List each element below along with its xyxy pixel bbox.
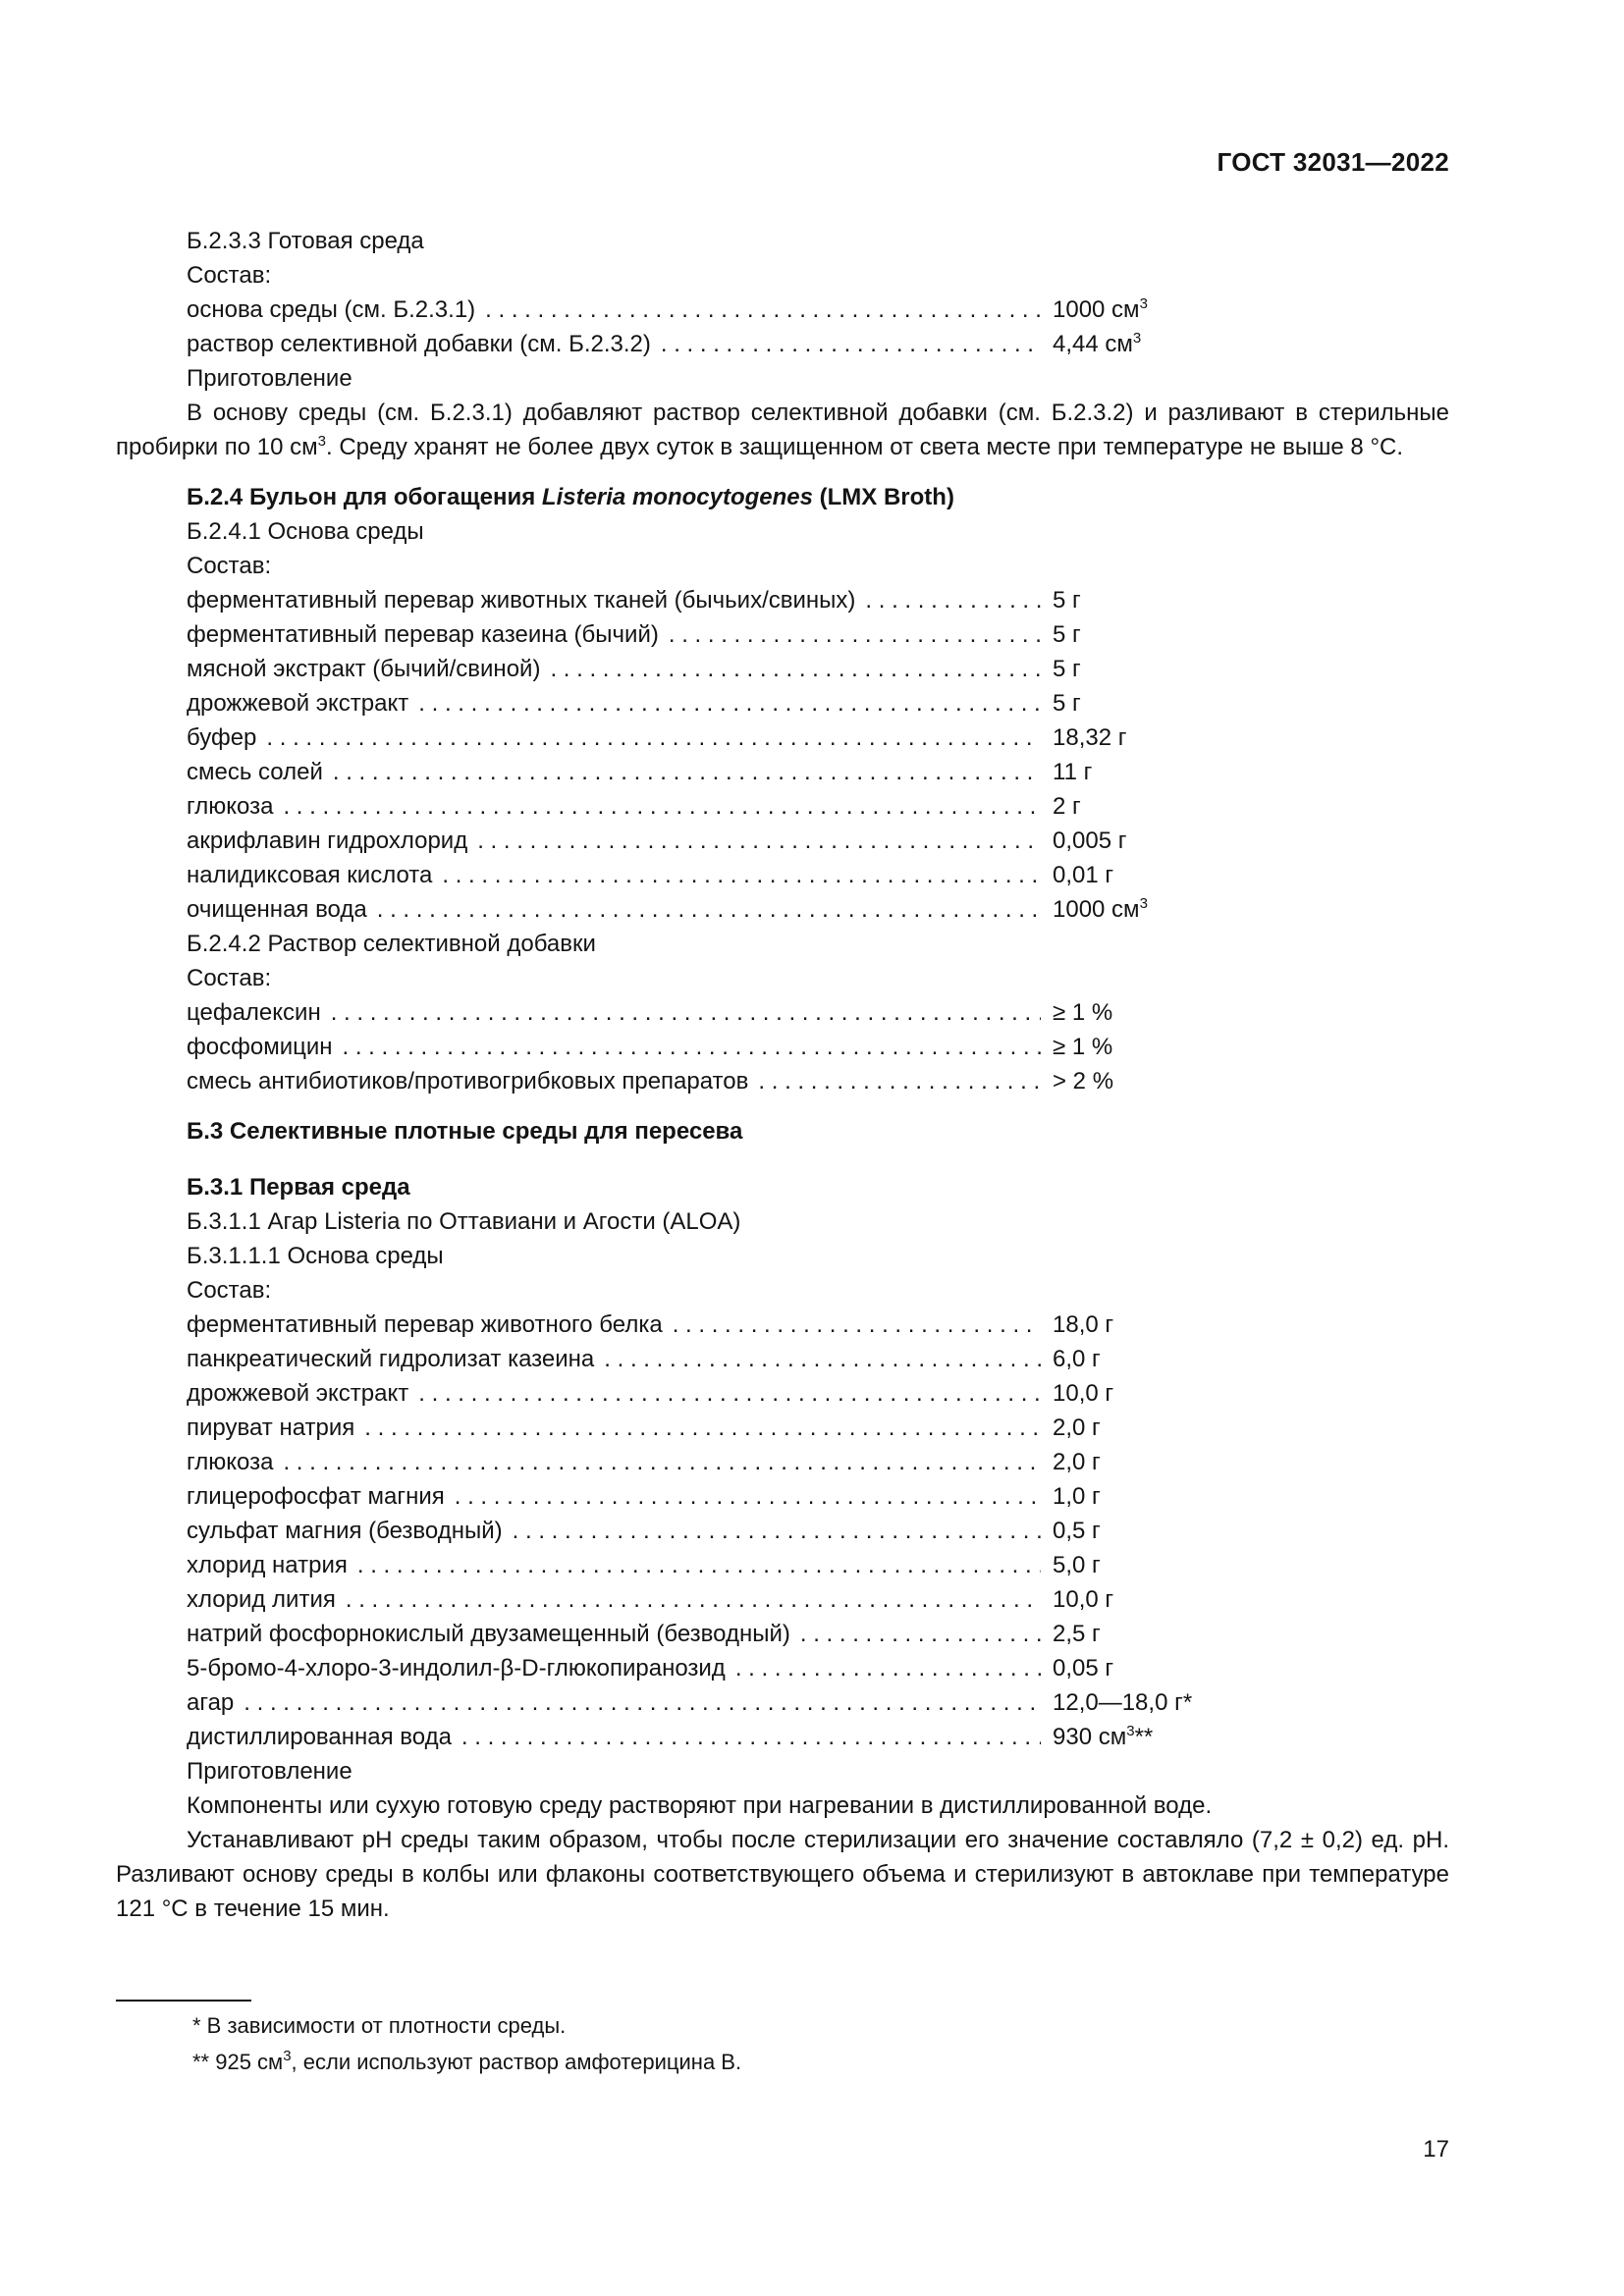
subsection-heading-b311: Б.3.1.1 Агар Listeria по Оттавиани и Агости (ALOA) — [187, 1208, 741, 1235]
composition-row — [116, 686, 1081, 721]
prep-sup: 3 — [317, 433, 326, 450]
ingredient-name: основа среды (см. Б.2.3.1) — [187, 296, 476, 323]
ingredient-name: глицерофосфат магния — [187, 1483, 445, 1510]
composition-row — [116, 1342, 1101, 1376]
composition-row — [116, 1411, 1101, 1445]
leader-dots — [266, 721, 1041, 755]
leader-dots — [800, 1617, 1041, 1651]
amount-value: 0,01 г — [1053, 862, 1114, 888]
composition-row — [116, 1445, 1101, 1479]
composition-row — [116, 1308, 1114, 1342]
composition-row — [116, 652, 1081, 686]
heading-b24-italic: Listeria monocytogenes — [541, 484, 813, 510]
leader-dots — [283, 789, 1041, 824]
composition-row — [116, 1720, 1154, 1754]
document-id-header: ГОСТ 32031—2022 — [1217, 147, 1449, 177]
leader-dots — [418, 1376, 1041, 1411]
amount-value: 2 г — [1053, 793, 1081, 820]
composition-row — [116, 1479, 1101, 1514]
amount-value: 4,44 см — [1053, 331, 1133, 357]
ingredient-name: натрий фосфорнокислый двузамещенный (безводный) — [187, 1621, 790, 1647]
subsection-heading-b242: Б.2.4.2 Раствор селективной добавки — [187, 931, 596, 957]
leader-dots — [735, 1651, 1041, 1685]
leader-dots — [455, 1479, 1041, 1514]
leader-dots — [477, 824, 1041, 858]
composition-label: Состав: — [187, 1277, 272, 1304]
ingredient-name: дрожжевой экстракт — [187, 1380, 409, 1407]
ingredient-name: 5-бромо-4-хлоро-3-индолил-β-D-глюкопиранозид — [187, 1655, 726, 1682]
ingredient-name: глюкоза — [187, 1449, 274, 1475]
document-body — [116, 224, 1449, 1926]
amount-suffix: ** — [1134, 1724, 1154, 1750]
composition-list-b3111 — [116, 1308, 1449, 1754]
composition-row — [116, 327, 1142, 361]
amount-value: > 2 % — [1053, 1068, 1114, 1095]
ingredient-name: ферментативный перевар животных тканей (бычьих/свиных) — [187, 587, 856, 614]
composition-row — [116, 1064, 1114, 1098]
preparation-label: Приготовление — [187, 365, 352, 392]
ingredient-name: цефалексин — [187, 999, 321, 1026]
composition-row — [116, 858, 1114, 892]
ingredient-name: ферментативный перевар казеина (бычий) — [187, 621, 659, 648]
preparation-paragraph-b233 — [116, 396, 1449, 464]
amount-superscript: 3 — [1139, 295, 1148, 312]
amount-value: ≥ 1 % — [1053, 1034, 1113, 1060]
footnote-2-b: , если используют раствор амфотерицина В. — [291, 2050, 742, 2074]
ingredient-name: агар — [187, 1689, 235, 1716]
amount-value: 1000 см — [1053, 296, 1140, 323]
amount-value: 5 г — [1053, 656, 1081, 682]
ingredient-name: хлорид натрия — [187, 1552, 348, 1578]
preparation-paragraph-1: Компоненты или сухую готовую среду растворяют при нагревании в дистиллированной воде. — [187, 1792, 1213, 1819]
leader-dots — [673, 1308, 1041, 1342]
composition-row — [116, 1685, 1193, 1720]
leader-dots — [485, 293, 1041, 327]
ingredient-name: смесь солей — [187, 759, 323, 785]
subsection-heading-b3111: Б.3.1.1.1 Основа среды — [187, 1243, 444, 1269]
amount-superscript: 3 — [1139, 895, 1148, 912]
ingredient-name: глюкоза — [187, 793, 274, 820]
amount-value: 5,0 г — [1053, 1552, 1101, 1578]
amount-value: 11 г — [1053, 759, 1093, 785]
ingredient-name: акрифлавин гидрохлорид — [187, 828, 468, 854]
amount-value: 5 г — [1053, 621, 1081, 648]
leader-dots — [758, 1064, 1041, 1098]
subsection-heading-b241: Б.2.4.1 Основа среды — [187, 518, 424, 545]
ingredient-name: дистиллированная вода — [187, 1724, 452, 1750]
ingredient-name: дрожжевой экстракт — [187, 690, 409, 717]
composition-row — [116, 583, 1081, 617]
amount-value: 18,32 г — [1053, 724, 1127, 751]
footnote-1: * В зависимости от плотности среды. — [192, 2013, 567, 2038]
composition-label: Состав: — [187, 262, 272, 289]
leader-dots — [550, 652, 1041, 686]
amount-value: 930 см — [1053, 1724, 1127, 1750]
composition-row — [116, 721, 1127, 755]
amount-value: 0,5 г — [1053, 1518, 1101, 1544]
composition-list-b241 — [116, 583, 1449, 927]
amount-value: 2,5 г — [1053, 1621, 1101, 1647]
amount-value: 1,0 г — [1053, 1483, 1101, 1510]
leader-dots — [865, 583, 1041, 617]
leader-dots — [661, 327, 1041, 361]
ingredient-name: очищенная вода — [187, 896, 367, 923]
amount-value: 10,0 г — [1053, 1586, 1114, 1613]
ingredient-name: мясной экстракт (бычий/свиной) — [187, 656, 541, 682]
ingredient-name: раствор селективной добавки (см. Б.2.3.2) — [187, 331, 651, 357]
composition-row — [116, 1651, 1114, 1685]
composition-row — [116, 1514, 1101, 1548]
leader-dots — [357, 1548, 1041, 1582]
amount-value: ≥ 1 % — [1053, 999, 1113, 1026]
composition-row — [116, 1376, 1114, 1411]
leader-dots — [283, 1445, 1041, 1479]
composition-label: Состав: — [187, 965, 272, 991]
composition-row — [116, 995, 1113, 1030]
amount-value: 12,0—18,0 г* — [1053, 1689, 1193, 1716]
amount-value: 5 г — [1053, 690, 1081, 717]
leader-dots — [333, 755, 1041, 789]
ingredient-name: пируват натрия — [187, 1415, 355, 1441]
preparation-paragraph-2: Устанавливают pH среды таким образом, чтобы после стерилизации его значение составляло (7,2 ± 0,2) ед. pH. Разливают основу среды в колбы или флаконы соответствующего объема и стерилизуют в автоклаве при температуре 121 °С в течение 15 мин. — [116, 1827, 1449, 1922]
amount-value: 5 г — [1053, 587, 1081, 614]
amount-value: 0,05 г — [1053, 1655, 1114, 1682]
composition-row — [116, 1548, 1101, 1582]
ingredient-name: налидиксовая кислота — [187, 862, 433, 888]
composition-row — [116, 892, 1148, 927]
amount-value: 2,0 г — [1053, 1449, 1101, 1475]
ingredient-name: хлорид лития — [187, 1586, 336, 1613]
leader-dots — [343, 1030, 1042, 1064]
page-number: 17 — [1423, 2136, 1449, 2163]
ingredient-name: буфер — [187, 724, 257, 751]
amount-value: 6,0 г — [1053, 1346, 1101, 1372]
leader-dots — [244, 1685, 1041, 1720]
amount-superscript: 3 — [1126, 1723, 1135, 1739]
leader-dots — [442, 858, 1041, 892]
heading-b24-a: Б.2.4 Бульон для обогащения — [187, 484, 542, 510]
ingredient-name: фосфомицин — [187, 1034, 333, 1060]
section-heading-b24 — [116, 480, 1449, 514]
amount-value: 0,005 г — [1053, 828, 1127, 854]
leader-dots — [377, 892, 1041, 927]
composition-row — [116, 1582, 1114, 1617]
composition-row — [116, 755, 1093, 789]
footnote-2-sup: 3 — [283, 2048, 292, 2064]
ingredient-name: сульфат магния (безводный) — [187, 1518, 503, 1544]
composition-row — [116, 617, 1081, 652]
leader-dots — [669, 617, 1041, 652]
section-heading-b233: Б.2.3.3 Готовая среда — [187, 228, 424, 254]
ingredient-name: панкреатический гидролизат казеина — [187, 1346, 595, 1372]
leader-dots — [364, 1411, 1041, 1445]
ingredient-name: смесь антибиотиков/противогрибковых препаратов — [187, 1068, 749, 1095]
prep-text-b: . Среду хранят не более двух суток в защищенном от света месте при температуре не выше 8 °С. — [325, 434, 1404, 460]
composition-row — [116, 1617, 1101, 1651]
heading-b24-b: (LMX Broth) — [812, 484, 954, 510]
composition-row — [116, 1030, 1113, 1064]
amount-value: 18,0 г — [1053, 1311, 1114, 1338]
ingredient-name: ферментативный перевар животного белка — [187, 1311, 663, 1338]
subsection-heading-b31: Б.3.1 Первая среда — [187, 1174, 410, 1201]
prep-text-a: В основу среды (см. Б.2.3.1) добавляют раствор селективной добавки (см. Б.2.3.2) и разливают в стерильные пробирки по 10 см — [116, 400, 1449, 460]
amount-value: 2,0 г — [1053, 1415, 1101, 1441]
composition-list-b233 — [116, 293, 1449, 361]
leader-dots — [418, 686, 1041, 721]
section-heading-b3: Б.3 Селективные плотные среды для пересева — [187, 1118, 743, 1145]
composition-row — [116, 789, 1081, 824]
composition-label: Состав: — [187, 553, 272, 579]
amount-superscript: 3 — [1132, 330, 1142, 347]
preparation-label: Приготовление — [187, 1758, 352, 1785]
footnote-2-a: ** 925 см — [192, 2050, 284, 2074]
composition-list-b242 — [116, 995, 1449, 1098]
leader-dots — [346, 1582, 1041, 1617]
amount-value: 10,0 г — [1053, 1380, 1114, 1407]
footnote-2 — [192, 2048, 741, 2077]
amount-value: 1000 см — [1053, 896, 1140, 923]
leader-dots — [513, 1514, 1041, 1548]
composition-row — [116, 293, 1148, 327]
composition-row — [116, 824, 1127, 858]
leader-dots — [461, 1720, 1041, 1754]
footnote-separator — [116, 2000, 251, 2002]
leader-dots — [604, 1342, 1041, 1376]
leader-dots — [331, 995, 1041, 1030]
